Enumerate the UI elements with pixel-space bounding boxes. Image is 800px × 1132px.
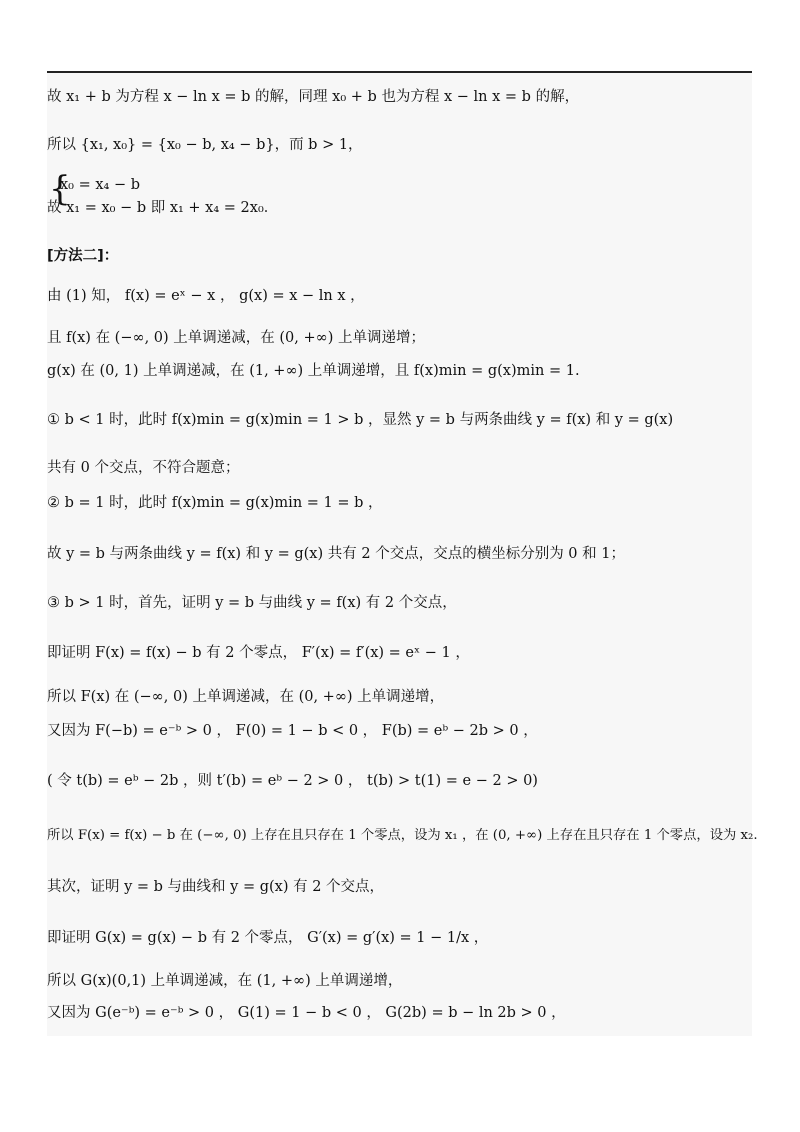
text-line: 由 (1) 知， f(x) = eˣ − x ， g(x) = x − ln x ，: [47, 288, 365, 304]
brace-icon: {: [49, 169, 71, 209]
text-line: ③ b > 1 时，首先，证明 y = b 与曲线 y = f(x) 有 2 个交点，: [47, 595, 457, 611]
text-line: ② b = 1 时，此时 f(x)min = g(x)min = 1 = b ，: [47, 495, 383, 511]
text-line: 故 y = b 与两条曲线 y = f(x) 和 y = g(x) 共有 2 个交点，交点的横坐标分别为 0 和 1；: [47, 546, 625, 562]
text-line: g(x) 在 (0, 1) 上单调递减，在 (1, +∞) 上单调递增，且 f(x)min = g(x)min = 1.: [47, 363, 580, 379]
text-line: 故 x₁ + b 为方程 x − ln x = b 的解，同理 x₀ + b 也为方程 x − ln x = b 的解，: [47, 89, 580, 105]
text-line: 所以 F(x) = f(x) − b 在 (−∞, 0) 上存在且只存在 1 个零点，设为 x₁ ，在 (0, +∞) 上存在且只存在 1 个零点，设为 x₂.: [47, 828, 758, 843]
text-line: 即证明 G(x) = g(x) − b 有 2 个零点， G′(x) = g′(x) = 1 − 1/x ，: [47, 930, 489, 946]
text-line: 故 x₁ = x₀ − b 即 x₁ + x₄ = 2x₀．: [47, 200, 279, 216]
text-line: x₀ = x₄ − b: [60, 177, 140, 193]
text-line: 又因为 F(−b) = e⁻ᵇ > 0 ， F(0) = 1 − b < 0 ， F(b) = eᵇ − 2b > 0 ，: [47, 723, 538, 739]
text-line: ( 令 t(b) = eᵇ − 2b ，则 t′(b) = eᵇ − 2 > 0 ， t(b) > t(1) = e − 2 > 0): [47, 773, 538, 789]
text-line: ① b < 1 时，此时 f(x)min = g(x)min = 1 > b ，显然 y = b 与两条曲线 y = f(x) 和 y = g(x): [47, 412, 674, 428]
text-line: 又因为 G(e⁻ᵇ) = e⁻ᵇ > 0 ， G(1) = 1 − b < 0 ， G(2b) = b − ln 2b > 0 ，: [47, 1005, 566, 1021]
section-heading: [方法二]：: [47, 248, 119, 264]
text-line: 所以 G(x)(0,1) 上单调递减，在 (1, +∞) 上单调递增，: [47, 973, 403, 989]
text-line: 即证明 F(x) = f(x) − b 有 2 个零点， F′(x) = f′(x) = eˣ − 1 ，: [47, 645, 470, 661]
text-line: 其次，证明 y = b 与曲线和 y = g(x) 有 2 个交点，: [47, 879, 385, 895]
top-rule: [47, 71, 752, 73]
text-line: 共有 0 个交点，不符合题意；: [47, 460, 240, 476]
text-line: 所以 F(x) 在 (−∞, 0) 上单调递减，在 (0, +∞) 上单调递增，: [47, 689, 445, 705]
text-line: 且 f(x) 在 (−∞, 0) 上单调递减，在 (0, +∞) 上单调递增；: [47, 330, 425, 346]
text-line: 所以 {x₁, x₀} = {x₀ − b, x₄ − b}，而 b > 1，: [47, 137, 363, 153]
